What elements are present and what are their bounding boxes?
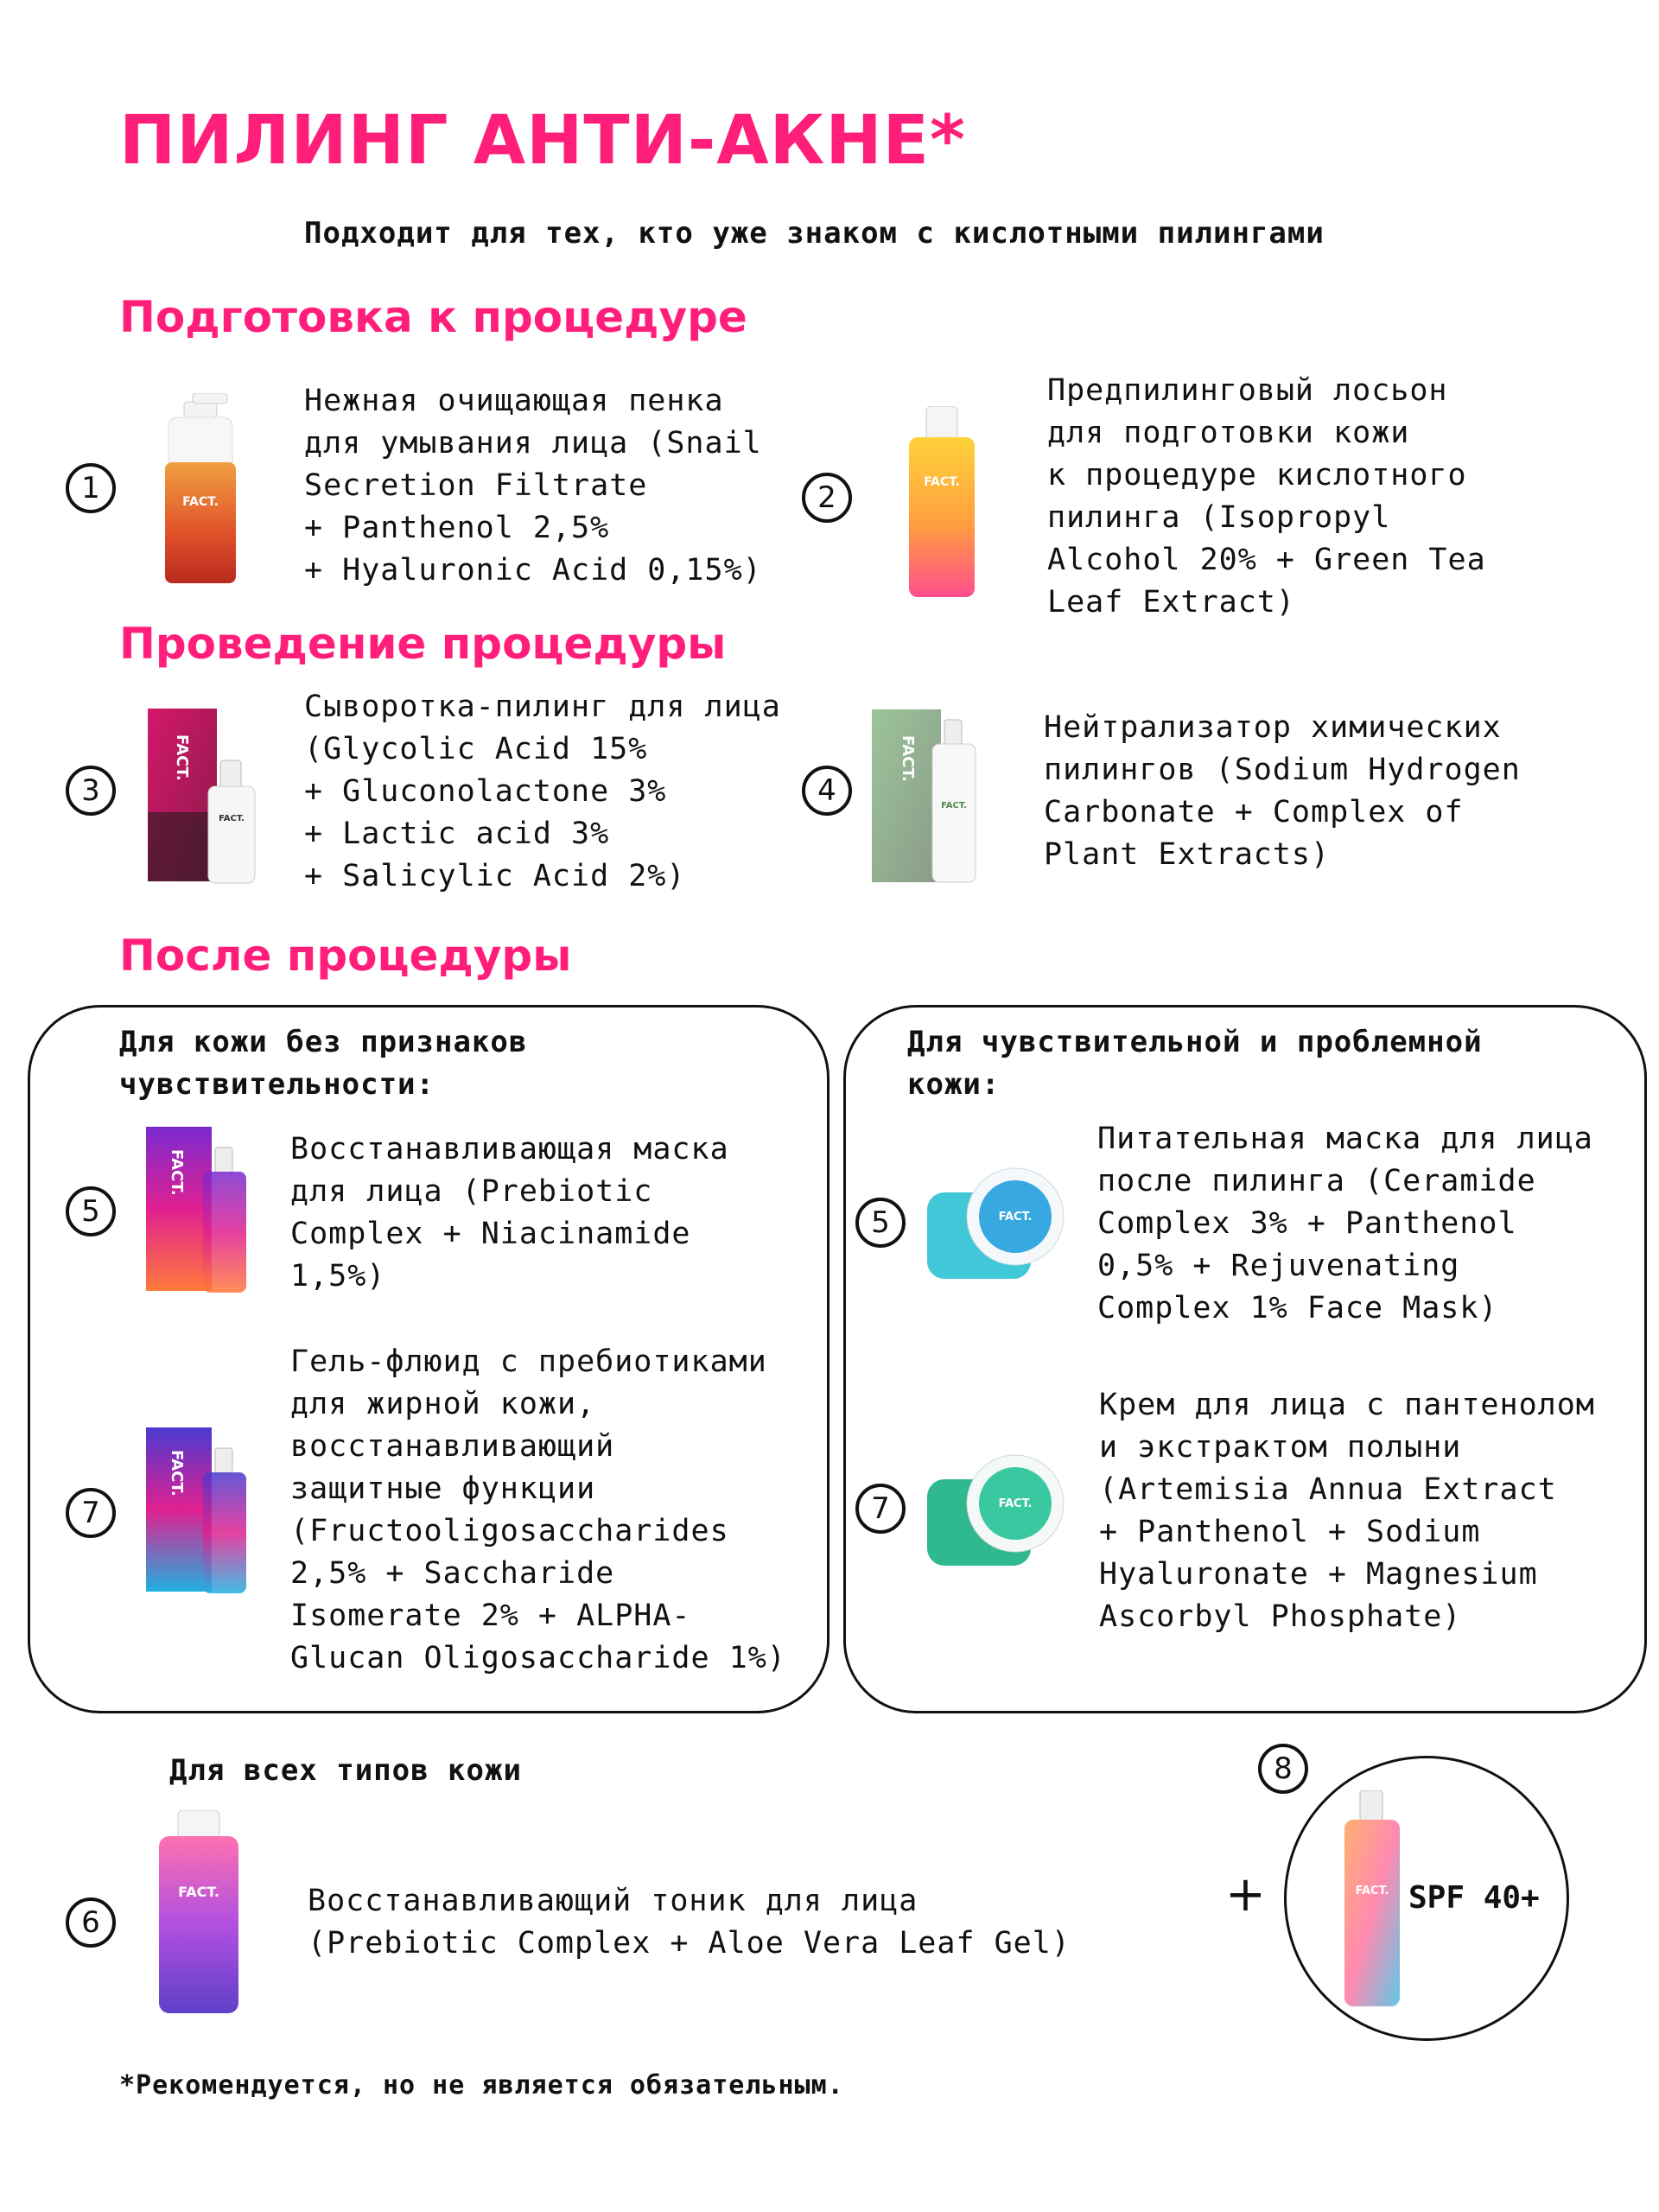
step-2-text: Предпилинговый лосьон для подготовки кожи к процедуре кислотного пилинга (Isopropyl Alcohol 20% + Green Tea Leaf Extract) [1047, 373, 1486, 620]
after-right-5-text: Питательная маска для лица после пилинга (Ceramide Complex 3% + Panthenol 0,5% + Rejuvenating Complex 1% Face Mask) [1097, 1122, 1593, 1325]
jar-green-brand-text: FACT. [998, 1497, 1033, 1510]
neutralizer-box-brand-text: FACT. [899, 735, 917, 782]
non-sensitive-label: Для кожи без признаков чувствительности: [119, 1025, 528, 1102]
after-right-7-number: 7 [855, 1484, 906, 1534]
mask-box-brand-text: FACT. [168, 1149, 186, 1196]
step-1-number: 1 [66, 463, 116, 513]
gel-box-brand-text: FACT. [168, 1450, 186, 1497]
section-procedure-heading: Проведение процедуры [119, 619, 727, 669]
page-subtitle: Подходит для тех, кто уже знаком с кислотными пилингами [304, 216, 1325, 251]
lotion-bottle-icon [890, 406, 994, 601]
spf-bottle-icon [1338, 1790, 1407, 2011]
after-right-7-text: Крем для лица с пантенолом и экстрактом полыни (Artemisia Annua Extract + Panthenol + Sodium Hyaluronate + Magnesium Ascorbyl Phosphate) [1099, 1388, 1595, 1634]
page-title: ПИЛИНГ АНТИ-АКНЕ* [119, 102, 966, 180]
mask-box-icon [143, 1123, 251, 1296]
neutralizer-box-icon [868, 704, 989, 886]
step-2-number: 2 [802, 473, 852, 523]
jar-green-icon [920, 1445, 1067, 1574]
foam-brand-text: FACT. [182, 495, 219, 509]
toner-bottle-icon [147, 1810, 251, 2018]
foam-bottle-icon [143, 393, 255, 588]
toner-brand-text: FACT. [178, 1884, 219, 1900]
plus-sign: + [1225, 1866, 1266, 1923]
gel-box-icon [143, 1424, 251, 1597]
footnote: *Рекомендуется, но не является обязательным. [119, 2070, 844, 2101]
step-3-text: Сыворотка-пилинг для лица (Glycolic Acid 15% + Gluconolactone 3% + Lactic acid 3% + Salicylic Acid 2%) [304, 690, 781, 893]
step-6-number: 6 [66, 1897, 116, 1948]
sensitive-label: Для чувствительной и проблемной кожи: [907, 1025, 1483, 1102]
step-8-number: 8 [1258, 1744, 1308, 1794]
neutralizer-bottle-brand-text: FACT. [941, 801, 967, 810]
spf-label: SPF 40+ [1408, 1880, 1540, 1916]
serum-bottle-brand-text: FACT. [219, 814, 245, 823]
lotion-brand-text: FACT. [924, 475, 960, 489]
after-left-5-text: Восстанавливающая маска для лица (Prebiotic Complex + Niacinamide 1,5%) [290, 1132, 729, 1294]
serum-box-brand-text: FACT. [173, 734, 191, 781]
all-skin-label: Для всех типов кожи [169, 1753, 522, 1788]
step-4-number: 4 [802, 766, 852, 816]
after-right-5-number: 5 [855, 1198, 906, 1248]
after-left-7-text: Гель-флюид с пребиотиками для жирной кожи, восстанавливающий защитные функции (Fructooligosaccharides 2,5% + Saccharide Isomerate 2% + ALPHA- Glucan Oligosaccharide 1%) [290, 1344, 786, 1675]
step-3-number: 3 [66, 766, 116, 816]
serum-box-icon [143, 700, 259, 886]
step-6-text: Восстанавливающий тоник для лица (Prebiotic Complex + Aloe Vera Leaf Gel) [308, 1884, 1071, 1961]
section-after-heading: После процедуры [119, 931, 572, 981]
step-4-text: Нейтрализатор химических пилингов (Sodium Hydrogen Carbonate + Complex of Plant Extracts) [1044, 710, 1521, 872]
section-preparation-heading: Подготовка к процедуре [119, 292, 747, 342]
after-left-7-number: 7 [66, 1488, 116, 1538]
jar-blue-brand-text: FACT. [998, 1211, 1033, 1224]
jar-blue-icon [920, 1158, 1067, 1287]
after-left-5-number: 5 [66, 1186, 116, 1236]
step-1-text: Нежная очищающая пенка для умывания лица (Snail Secretion Filtrate + Panthenol 2,5% + Hyaluronic Acid 0,15%) [304, 384, 762, 588]
spf-brand-text: FACT. [1355, 1885, 1389, 1897]
